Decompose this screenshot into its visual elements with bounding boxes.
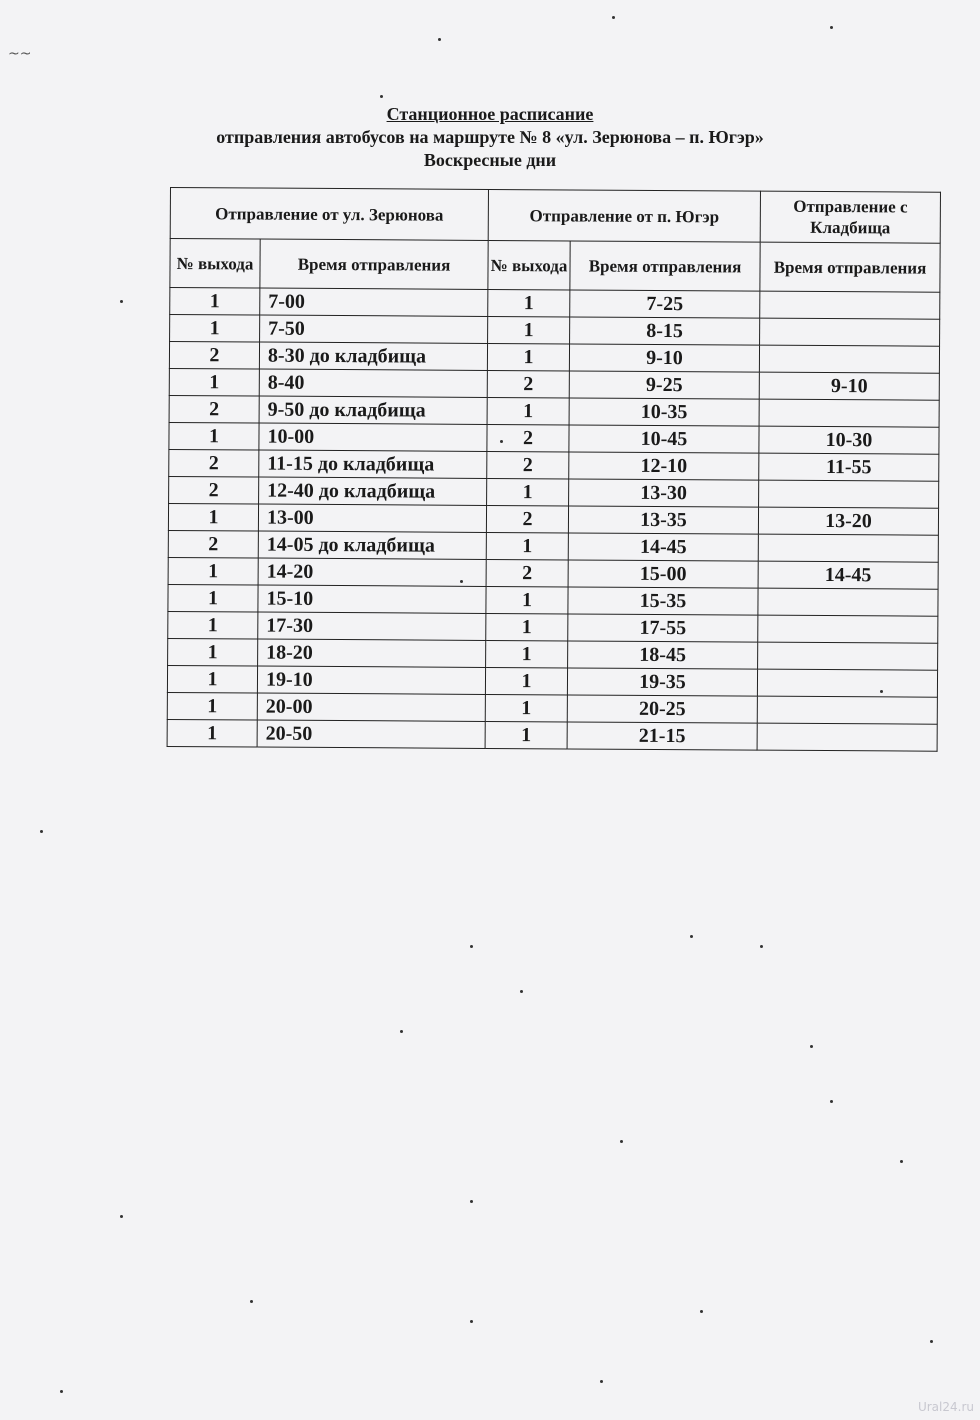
scan-speck <box>380 95 383 98</box>
departure-time-cell: 14-20 <box>258 558 486 586</box>
departure-time-cell: 8-15 <box>570 317 760 345</box>
exit-number-cell: 1 <box>488 289 570 317</box>
cemetery-departure-cell <box>758 642 938 670</box>
scan-speck <box>810 1045 813 1048</box>
scan-speck <box>830 1100 833 1103</box>
cemetery-departure-cell <box>757 669 937 697</box>
departure-time-cell: 10-35 <box>569 398 759 426</box>
departure-time-cell: 12-40 до кладбища <box>259 477 487 505</box>
document-subtitle: отправления автобусов на маршруте № 8 «ул. Зерюнова – п. Югэр» <box>216 127 764 147</box>
exit-number-cell: 1 <box>485 721 567 749</box>
exit-number-cell: 1 <box>487 397 569 425</box>
exit-number-cell: 1 <box>485 694 567 722</box>
departure-time-cell: 18-45 <box>568 641 758 669</box>
scan-speck <box>900 1160 903 1163</box>
departure-time-cell: 12-10 <box>569 452 759 480</box>
exit-number-cell: 1 <box>169 422 259 450</box>
scan-speck <box>438 38 441 41</box>
departure-time-cell: 8-30 до кладбища <box>259 342 487 370</box>
departure-time-cell: 15-35 <box>568 587 758 615</box>
departure-time-cell: 14-45 <box>568 533 758 561</box>
cemetery-departure-cell <box>760 318 940 346</box>
departure-time-cell: 18-20 <box>258 639 486 667</box>
departure-time-cell: 8-40 <box>259 369 487 397</box>
scan-speck <box>690 935 693 938</box>
schedule-table <box>167 187 941 752</box>
departure-time-cell: 15-10 <box>258 585 486 613</box>
cemetery-departure-cell <box>759 399 939 427</box>
departure-time-cell: 13-00 <box>258 504 486 532</box>
table-row <box>167 719 937 751</box>
departure-time-cell: 11-15 до кладбища <box>259 450 487 478</box>
exit-number-cell: 1 <box>487 478 569 506</box>
scan-speck <box>120 300 123 303</box>
exit-number-cell: 2 <box>487 424 569 452</box>
departure-time-cell: 21-15 <box>567 722 757 750</box>
exit-number-cell: 2 <box>486 505 568 533</box>
scan-speck <box>620 1140 623 1143</box>
scan-speck <box>120 1215 123 1218</box>
cemetery-departure-cell <box>759 345 939 373</box>
exit-number-cell: 1 <box>168 503 258 531</box>
cemetery-departure-cell <box>760 291 940 319</box>
column-header-departure-time: Время отправления <box>760 242 940 292</box>
cemetery-departure-cell <box>757 696 937 724</box>
exit-number-cell: 1 <box>169 368 259 396</box>
exit-number-cell: 1 <box>168 584 258 612</box>
departure-time-cell: 13-30 <box>569 479 759 507</box>
exit-number-cell: 2 <box>169 449 259 477</box>
column-header-exit-no: № выхода <box>488 240 570 290</box>
exit-number-cell: 2 <box>168 530 258 558</box>
exit-number-cell: 1 <box>486 586 568 614</box>
group-header-cemetery: Отправление с Кладбища <box>760 191 940 243</box>
cemetery-departure-cell <box>758 588 938 616</box>
watermark: Ural24.ru <box>917 1400 974 1414</box>
group-header-zeryunova: Отправление от ул. Зерюнова <box>170 188 488 241</box>
departure-time-cell: 20-00 <box>257 693 485 721</box>
document-header <box>0 103 980 172</box>
exit-number-cell: 1 <box>487 343 569 371</box>
departure-time-cell: 9-50 до кладбища <box>259 396 487 424</box>
cemetery-departure-cell: 10-30 <box>759 426 939 454</box>
cemetery-departure-cell <box>757 723 937 751</box>
scan-speck <box>880 690 883 693</box>
departure-time-cell: 10-45 <box>569 425 759 453</box>
exit-number-cell: 1 <box>167 719 257 747</box>
exit-number-cell: 2 <box>487 370 569 398</box>
exit-number-cell: 2 <box>486 559 568 587</box>
exit-number-cell: 2 <box>169 476 259 504</box>
departure-time-cell: 15-00 <box>568 560 758 588</box>
departure-time-cell: 10-00 <box>259 423 487 451</box>
departure-time-cell: 7-25 <box>570 290 760 318</box>
exit-number-cell: 1 <box>168 557 258 585</box>
departure-time-cell: 17-30 <box>258 612 486 640</box>
cemetery-departure-cell: 14-45 <box>758 561 938 589</box>
exit-number-cell: 1 <box>486 640 568 668</box>
group-header-yuger: Отправление от п. Югэр <box>488 189 760 242</box>
column-header-departure-time: Время отправления <box>570 241 760 291</box>
cemetery-departure-cell: 11-55 <box>759 453 939 481</box>
scan-speck <box>830 26 833 29</box>
departure-time-cell: 17-55 <box>568 614 758 642</box>
exit-number-cell: 2 <box>487 451 569 479</box>
cemetery-departure-cell: 13-20 <box>758 507 938 535</box>
cemetery-departure-cell <box>758 534 938 562</box>
departure-time-cell: 14-05 до кладбища <box>258 531 486 559</box>
exit-number-cell: 1 <box>170 315 260 343</box>
column-header-departure-time: Время отправления <box>260 239 488 289</box>
schedule-days: Воскресные дни <box>423 150 557 170</box>
exit-number-cell: 1 <box>170 288 260 316</box>
departure-time-cell: 19-10 <box>257 666 485 694</box>
exit-number-cell: 1 <box>486 613 568 641</box>
scan-speck <box>470 945 473 948</box>
scan-speck <box>700 1310 703 1313</box>
column-header-row <box>170 239 940 293</box>
exit-number-cell: 1 <box>167 665 257 693</box>
departure-time-cell: 13-35 <box>568 506 758 534</box>
scan-speck <box>520 990 523 993</box>
cemetery-departure-cell <box>758 615 938 643</box>
scan-speck <box>470 1200 473 1203</box>
exit-number-cell: 1 <box>485 667 567 695</box>
scan-speck <box>612 16 615 19</box>
scan-speck <box>250 1300 253 1303</box>
departure-time-cell: 7-00 <box>260 288 488 316</box>
scan-speck <box>60 1390 63 1393</box>
exit-number-cell: 1 <box>486 532 568 560</box>
departure-time-cell: 19-35 <box>567 668 757 696</box>
column-header-exit-no: № выхода <box>170 239 260 289</box>
departure-time-cell: 20-25 <box>567 695 757 723</box>
exit-number-cell: 1 <box>488 316 570 344</box>
exit-number-cell: 1 <box>168 638 258 666</box>
scan-speck <box>930 1340 933 1343</box>
departure-time-cell: 9-10 <box>569 344 759 372</box>
exit-number-cell: 1 <box>168 611 258 639</box>
scan-speck <box>40 830 43 833</box>
cemetery-departure-cell <box>759 480 939 508</box>
group-header-row <box>170 188 940 244</box>
scan-speck <box>400 1030 403 1033</box>
cemetery-departure-cell: 9-10 <box>759 372 939 400</box>
exit-number-cell: 2 <box>169 342 259 370</box>
scan-speck <box>760 945 763 948</box>
scan-speck <box>470 1320 473 1323</box>
document-title: Станционное расписание <box>386 104 594 124</box>
departure-time-cell: 20-50 <box>257 720 485 748</box>
scan-speck <box>500 440 503 443</box>
scan-speck <box>460 580 463 583</box>
schedule-body <box>167 288 940 752</box>
exit-number-cell: 1 <box>167 692 257 720</box>
scan-speck <box>600 1380 603 1383</box>
scan-corner-mark: ~~ <box>8 46 32 62</box>
departure-time-cell: 9-25 <box>569 371 759 399</box>
departure-time-cell: 7-50 <box>260 315 488 343</box>
exit-number-cell: 2 <box>169 395 259 423</box>
